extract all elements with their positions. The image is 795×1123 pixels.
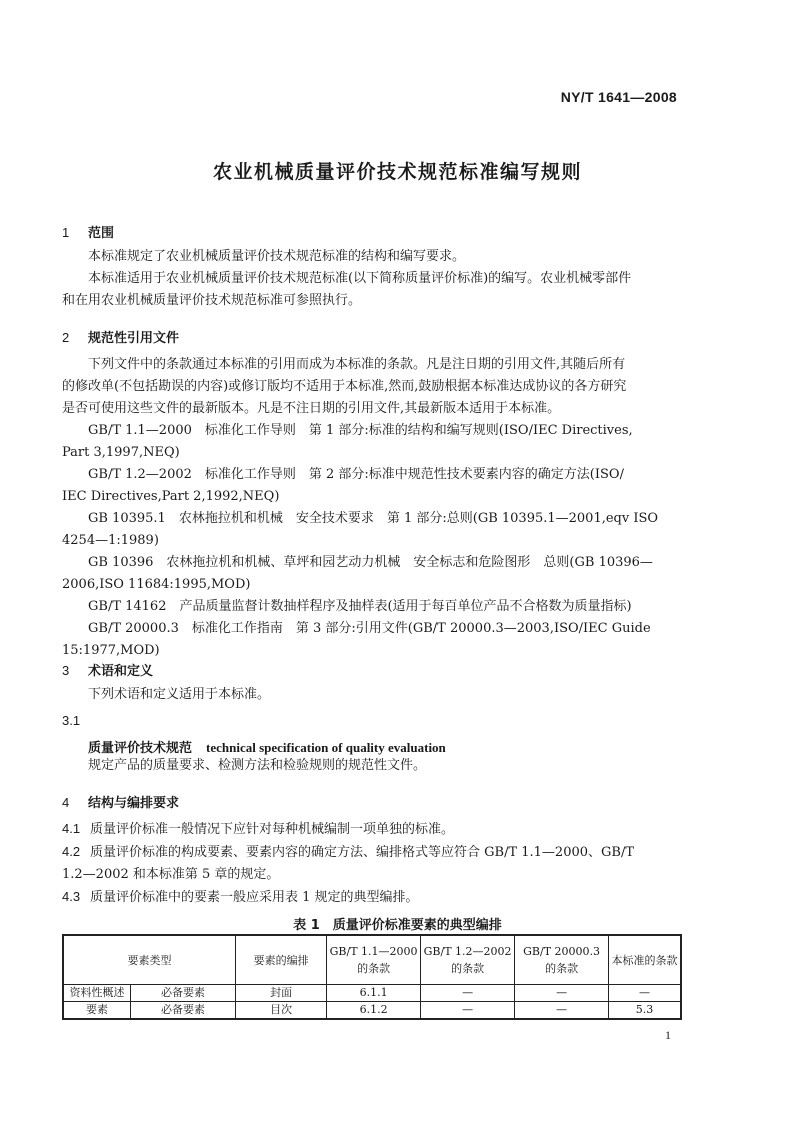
group-cell: 要素 <box>63 1002 131 1020</box>
header-gb-1-1 <box>327 935 421 985</box>
clause-number: 4.3 <box>62 889 81 904</box>
section-number: 2 <box>62 330 70 345</box>
paragraph-continuation: 和在用农业机械质量评价技术规范标准可参照执行。 <box>62 293 362 308</box>
reference-continuation: IEC Directives,Part 2,1992,NEQ) <box>62 489 280 504</box>
paragraph: 本标准规定了农业机械质量评价技术规范标准的结构和编写要求。 <box>88 249 466 264</box>
section-4-heading <box>62 792 179 811</box>
section-title: 术语和定义 <box>88 664 154 679</box>
section-number: 3 <box>62 663 70 678</box>
term-entry <box>88 737 446 756</box>
paragraph: 本标准适用于农业机械质量评价技术规范标准(以下简称质量评价标准)的编写。农业机械零部件 <box>88 271 632 286</box>
clause-text: 质量评价标准中的要素一般应采用表 1 规定的典型编排。 <box>90 890 419 905</box>
page-number: 1 <box>665 1028 671 1042</box>
arrangement-cell: 封面 <box>236 985 327 1002</box>
header-element-type: 要素类型 <box>63 935 236 985</box>
table-header-row <box>63 935 681 985</box>
section-number: 4 <box>62 795 70 810</box>
reference-continuation: Part 3,1997,NEQ) <box>62 445 180 460</box>
this-standard-cell: — <box>609 985 681 1002</box>
reference-continuation: 4254—1:1989) <box>62 533 159 548</box>
subclause-number: 3.1 <box>62 713 81 728</box>
clause-4-3 <box>62 886 682 909</box>
this-standard-cell: 5.3 <box>609 1002 681 1020</box>
elements-table <box>62 934 682 1020</box>
reference-continuation: 15:1977,MOD) <box>62 643 160 658</box>
section-2-heading <box>62 327 179 346</box>
header-line: 的条款 <box>545 962 579 975</box>
term-english: technical specification of quality evaluation <box>206 740 446 755</box>
gb-1-2-cell: — <box>421 985 515 1002</box>
group-cell: 资料性概述 <box>63 985 131 1002</box>
reference-continuation: 2006,ISO 11684:1995,MOD) <box>62 577 251 592</box>
gb-1-2-cell: — <box>421 1002 515 1020</box>
reference-item: GB/T 1.1—2000 标准化工作导则 第 1 部分:标准的结构和编写规则(ISO/IEC Directives, <box>88 423 633 438</box>
gb-20000-3-cell: — <box>515 985 609 1002</box>
section-4-body <box>62 818 682 909</box>
reference-item: GB/T 1.2—2002 标准化工作导则 第 2 部分:标准中规范性技术要素内容的确定方法(ISO/ <box>88 467 624 482</box>
clause-text: 质量评价标准一般情况下应针对每种机械编制一项单独的标准。 <box>90 822 455 837</box>
table-caption: 表 1 质量评价标准要素的典型编排 <box>293 918 502 933</box>
term-chinese: 质量评价技术规范 <box>88 741 193 756</box>
header-line: 的条款 <box>357 962 391 975</box>
clause-number: 4.1 <box>62 821 81 836</box>
section-title: 规范性引用文件 <box>88 331 180 346</box>
header-line: 的条款 <box>451 962 485 975</box>
section-title: 结构与编排要求 <box>88 796 180 811</box>
section-3-heading <box>62 660 153 679</box>
section-title: 范围 <box>88 226 115 241</box>
section-3-intro <box>62 684 682 706</box>
requirement-cell: 必备要素 <box>131 1002 236 1020</box>
section-2-body <box>62 354 682 662</box>
header-line: GB/T 20000.3 <box>523 945 601 958</box>
clause-4-2 <box>62 841 682 864</box>
reference-item: GB 10396 农林拖拉机和机械、草坪和园艺动力机械 安全标志和危险图形 总则(GB 10396— <box>88 555 653 570</box>
arrangement-cell: 目次 <box>236 1002 327 1020</box>
requirement-cell: 必备要素 <box>131 985 236 1002</box>
table-row <box>63 1002 681 1020</box>
table-row <box>63 985 681 1002</box>
clause-continuation: 1.2—2002 和本标准第 5 章的规定。 <box>62 867 280 882</box>
paragraph: 下列术语和定义适用于本标准。 <box>88 687 271 702</box>
paragraph-continuation: 是否可使用这些文件的最新版本。凡是不注日期的引用文件,其最新版本适用于本标准。 <box>62 401 561 416</box>
header-gb-1-2 <box>421 935 515 985</box>
header-line: GB/T 1.2—2002 <box>423 945 512 958</box>
header-gb-20000-3 <box>515 935 609 985</box>
paragraph-continuation: 的修改单(不包括勘误的内容)或修订版均不适用于本标准,然而,鼓励根据本标准达成协议的各方研究 <box>62 379 627 394</box>
clause-number: 4.2 <box>62 844 81 859</box>
clause-text: 质量评价标准的构成要素、要素内容的确定方法、编排格式等应符合 GB/T 1.1—2000、GB/T <box>90 845 635 860</box>
reference-item: GB/T 14162 产品质量监督计数抽样程序及抽样表(适用于每百单位产品不合格数为质量指标) <box>88 599 632 614</box>
reference-item: GB 10395.1 农林拖拉机和机械 安全技术要求 第 1 部分:总则(GB 10395.1—2001,eqv ISO <box>88 511 659 526</box>
paragraph: 规定产品的质量要求、检测方法和检验规则的规范性文件。 <box>88 758 427 773</box>
header-this-standard: 本标准的条款 <box>609 935 681 985</box>
standard-number: NY/T 1641—2008 <box>560 89 677 105</box>
section-1-heading <box>62 222 114 241</box>
term-definition <box>62 755 682 777</box>
reference-item: GB/T 20000.3 标准化工作指南 第 3 部分:引用文件(GB/T 20000.3—2003,ISO/IEC Guide <box>88 621 651 636</box>
gb-20000-3-cell: — <box>515 1002 609 1020</box>
header-arrangement: 要素的编排 <box>236 935 327 985</box>
section-1-body <box>62 246 682 312</box>
section-number: 1 <box>62 225 70 240</box>
gb-1-1-cell: 6.1.1 <box>327 985 421 1002</box>
gb-1-1-cell: 6.1.2 <box>327 1002 421 1020</box>
header-line: GB/T 1.1—2000 <box>329 945 418 958</box>
clause-4-1 <box>62 818 682 841</box>
document-title: 农业机械质量评价技术规范标准编写规则 <box>212 161 582 183</box>
paragraph: 下列文件中的条款通过本标准的引用而成为本标准的条款。凡是注日期的引用文件,其随后所有 <box>88 357 626 372</box>
